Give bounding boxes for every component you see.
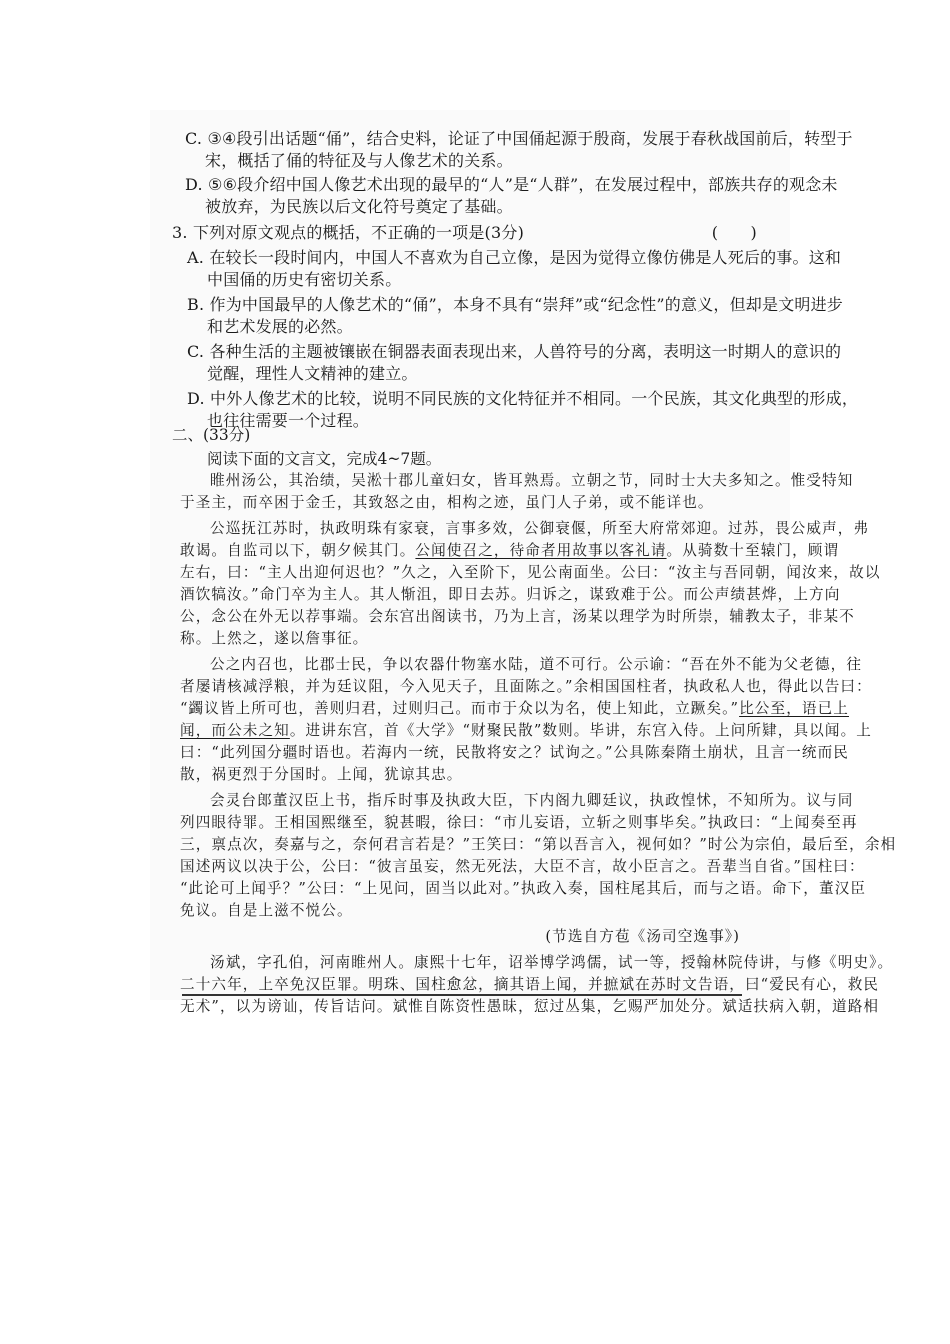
- p4-line: 列四眼待罪。王相国熙继至，貌甚暇，徐曰：“市儿妄语，立斩之则事毕矣。”执政曰：“上闻奏至再: [180, 814, 858, 831]
- bottom-divider: [182, 994, 742, 996]
- q3-option-c-line1: C. 各种生活的主题被镶嵌在铜器表面表现出来，人兽符号的分离，表明这一时期人的意识的: [187, 342, 842, 361]
- passage-source: (节选自方苞《汤司空逸事》): [545, 928, 740, 945]
- p3-line: 者屡请核减浮粮，并为廷议阻，今入见天子，且面陈之。”余相国国柱者，执政私人也，得此以告曰：: [180, 678, 872, 695]
- underlined-sentence-1: 公闻使召之，待命者用故事以客礼请: [415, 542, 667, 559]
- q2-options: [185, 128, 853, 218]
- q2-option-c-line2: 宋，概括了俑的特征及与人像艺术的关系。: [205, 151, 513, 170]
- q3-option-b-line2: 和艺术发展的必然。: [207, 317, 353, 336]
- p2-line: 公，念公在外无以荐事端。会东宫出阁读书，乃为上言，汤某以理学为时所崇，辅教太子，非某不: [180, 608, 855, 625]
- section-2-heading: 二、(33分): [172, 426, 251, 444]
- q3-options: [172, 247, 859, 432]
- p2-line: 左右，曰：“主人出迎何迟也？”久之，入至阶下，见公南面坐。公曰：“汝主与吾同朝，闻汝来，故以: [180, 564, 881, 581]
- p4-line: 免议。自是上滋不悦公。: [180, 902, 353, 919]
- q3-stem: 3. 下列对原文观点的概括，不正确的一项是(3分): [172, 223, 525, 242]
- p3-line: 公之内召也，比郡士民，争以农器什物塞水陆，道不可行。公示谕：“吾在外不能为父老德，往: [210, 656, 863, 673]
- q3-answer-bracket: ( ): [711, 223, 757, 242]
- note-line: 汤斌，字孔伯，河南睢州人。康熙十七年，诏举博学鸿儒，试一等，授翰林院侍讲，与修《明史》。: [210, 954, 894, 971]
- p2-line: 称。上然之，遂以詹事征。: [180, 630, 369, 647]
- p4-line: “此论可上闻乎？”公曰：“上见问，固当以此对。”执政入奏，国柱尾其后，而与之语。命下，董汉臣: [180, 880, 867, 897]
- p3-line: 散，祸更烈于分国时。上闻，犹谅其忠。: [180, 766, 463, 783]
- q3-option-b-line1: B. 作为中国最早的人像艺术的“俑”，本身不具有“崇拜”或“纪念性”的意义，但却是文明进步: [187, 295, 844, 314]
- note-line: 无术”，以为谤讪，传旨诘问。斌惟自陈资性愚昧，愆过丛集，乞赐严加处分。斌适扶病入朝，道路相: [180, 998, 880, 1015]
- q3-option-d-line1: D. 中外人像艺术的比较，说明不同民族的文化特征并不相同。一个民族，其文化典型的形成，: [187, 389, 859, 408]
- p3-line: 曰：“此列国分疆时语也。若海内一统，民散将安之？试询之。”公具陈秦隋土崩状，且言一统而民: [180, 744, 849, 761]
- p1-line: 于圣主，而卒困于金壬，其致怒之由，相构之迹，虽门人子弟，或不能详也。: [180, 494, 714, 511]
- underlined-sentence-2b: 闻，而公未之知: [180, 722, 290, 739]
- p4-line: 国述两议以决于公，公曰：“彼言虽妄，然无死法，大臣不言，故小臣言之。吾辈当自省。”国柱曰：: [180, 858, 865, 875]
- classical-passage: [180, 470, 897, 1018]
- p4-line: 会灵台郎董汉臣上书，指斥时事及执政大臣，下内阁九卿廷议，执政惶怵，不知所为。议与同: [210, 792, 854, 809]
- section-2-instruction: 阅读下面的文言文，完成4~7题。: [207, 450, 442, 468]
- p2-line: 酒饮犒汝。”命门卒为主人。其人惭沮，即日去苏。归诉之，谋致难于公。而公声绩甚烨，上方向: [180, 586, 841, 603]
- note-line: 二十六年，上卒免汉臣罪。明珠、国柱愈忿，摘其语上闻，并摭斌在苏时文告语，曰“爱民有心，救民: [180, 976, 880, 993]
- q3-option-a-line1: A. 在较长一段时间内，中国人不喜欢为自己立像，是因为觉得立像仿佛是人死后的事。这和: [187, 248, 842, 267]
- q2-option-c-line1: C. ③④段引出话题“俑”，结合史料，论证了中国俑起源于殷商，发展于春秋战国前后，转型于: [185, 129, 853, 148]
- q3-stem-row: [172, 222, 757, 244]
- p3-line: “蠲议皆上所可也，善则归君，过则归己。而市于众以为名，使上知此，立蹶矣。”比公至，语已上: [180, 700, 849, 717]
- p2-line: 公巡抚江苏时，执政明珠有家衰，言事多效，公御衰偃，所至大府常郊迎。过苏，畏公威声，弗: [210, 520, 870, 537]
- q3-option-d-line2: 也往往需要一个过程。: [207, 411, 370, 430]
- p3-line: 闻，而公未之知。进讲东宫，首《大学》“财聚民散”数则。毕讲，东宫入侍。上问所肄，具以闻。上: [180, 722, 872, 739]
- question-3: [172, 222, 859, 432]
- p2-line: 敢谒。自监司以下，朝夕候其门。公闻使召之，待命者用故事以客礼请。从骑数十至辕门，顾谓: [180, 542, 840, 559]
- q2-option-d-line2: 被放弃，为民族以后文化符号奠定了基础。: [205, 197, 513, 216]
- p1-line: 睢州汤公，其治绩，吴淞十郡儿童妇女，皆耳熟焉。立朝之节，同时士大夫多知之。惟受特知: [210, 472, 854, 489]
- q2-option-d-line1: D. ⑤⑥段介绍中国人像艺术出现的最早的“人”是“人群”，在发展过程中，部族共存的观念未: [185, 175, 838, 194]
- section-2: [172, 424, 752, 470]
- underlined-sentence-2a: 比公至，语已上: [739, 700, 849, 717]
- q3-option-c-line2: 觉醒，理性人文精神的建立。: [207, 364, 418, 383]
- p4-line: 三，禀点次，奏嘉与之，奈何君言若是？”王笑曰：“第以吾言入，视何如？”时公为宗伯，最后至，余相: [180, 836, 897, 853]
- q3-option-a-line2: 中国俑的历史有密切关系。: [207, 270, 402, 289]
